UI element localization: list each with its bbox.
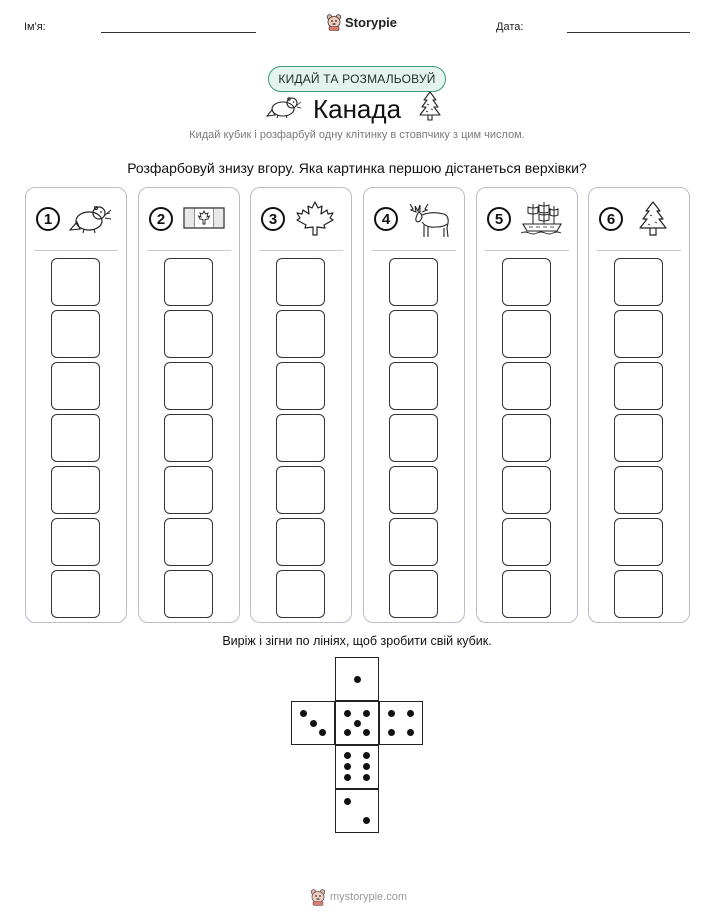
coloring-cell[interactable] [51, 258, 100, 306]
pine-tree-icon [631, 200, 675, 238]
column-1 [25, 187, 127, 623]
beaver-icon [68, 200, 112, 236]
dice-pip [319, 729, 326, 736]
instruction-text: Розфарбовуй знизу вгору. Яка картинка першою дістанеться верхівки? [127, 160, 587, 176]
column-3 [250, 187, 352, 623]
storypie-bear-logo-icon [326, 13, 342, 31]
column-divider [485, 250, 569, 251]
coloring-cell[interactable] [51, 362, 100, 410]
dice-pip [363, 710, 370, 717]
coloring-cell[interactable] [614, 466, 663, 514]
coloring-cell[interactable] [164, 258, 213, 306]
page-title: Канада [312, 94, 402, 124]
coloring-cell[interactable] [389, 414, 438, 462]
coloring-cell[interactable] [389, 362, 438, 410]
column-divider [147, 250, 231, 251]
coloring-cell[interactable] [276, 466, 325, 514]
dice-face [379, 701, 423, 745]
dice-pip [344, 729, 351, 736]
pine-tree-icon [418, 90, 442, 122]
column-divider [259, 250, 343, 251]
coloring-cell[interactable] [51, 518, 100, 566]
coloring-cell[interactable] [51, 466, 100, 514]
coloring-cell[interactable] [502, 414, 551, 462]
coloring-cell[interactable] [614, 518, 663, 566]
dice-pip [354, 720, 361, 727]
dice-pip [363, 763, 370, 770]
dice-pip [310, 720, 317, 727]
dice-pip [300, 710, 307, 717]
storypie-bear-logo-icon [310, 888, 326, 906]
column-header [589, 188, 689, 250]
coloring-cell[interactable] [164, 310, 213, 358]
coloring-cell[interactable] [389, 466, 438, 514]
dice-face [335, 657, 379, 701]
coloring-cell[interactable] [389, 570, 438, 618]
maple-leaf-icon [293, 200, 337, 236]
column-4 [363, 187, 465, 623]
dice-pip [388, 710, 395, 717]
date-label: Дата: [496, 21, 524, 33]
coloring-cell[interactable] [502, 310, 551, 358]
dice-face [335, 701, 379, 745]
column-number: 3 [261, 207, 285, 231]
dice-pip [344, 798, 351, 805]
sailing-ship-icon [519, 200, 565, 236]
dice-pip [363, 729, 370, 736]
column-6 [588, 187, 690, 623]
column-2 [138, 187, 240, 623]
name-line[interactable] [101, 32, 256, 33]
column-number: 6 [599, 207, 623, 231]
subtitle: Кидай кубик і розфарбуй одну клітинку в стовпчику з цим числом. [189, 129, 525, 141]
dice-face [291, 701, 335, 745]
coloring-cell[interactable] [164, 570, 213, 618]
canada-flag-icon [181, 200, 225, 236]
column-divider [372, 250, 456, 251]
coloring-cell[interactable] [614, 362, 663, 410]
column-divider [34, 250, 118, 251]
column-number: 1 [36, 207, 60, 231]
column-number: 5 [487, 207, 511, 231]
brand-name: Storypie [345, 14, 398, 30]
dice-pip [344, 752, 351, 759]
coloring-cell[interactable] [276, 258, 325, 306]
coloring-cell[interactable] [276, 310, 325, 358]
coloring-cell[interactable] [389, 258, 438, 306]
coloring-cell[interactable] [502, 362, 551, 410]
brand-logo [326, 12, 397, 32]
dice-face [335, 789, 379, 833]
footer-url: mystorypie.com [330, 891, 408, 903]
coloring-cell[interactable] [614, 258, 663, 306]
coloring-cell[interactable] [276, 362, 325, 410]
dice-pip [363, 774, 370, 781]
coloring-cell[interactable] [614, 310, 663, 358]
coloring-cell[interactable] [502, 518, 551, 566]
coloring-cell[interactable] [51, 414, 100, 462]
column-header [26, 188, 126, 250]
column-header [139, 188, 239, 250]
column-5 [476, 187, 578, 623]
column-header [251, 188, 351, 250]
column-divider [597, 250, 681, 251]
dice-pip [407, 729, 414, 736]
coloring-cell[interactable] [164, 466, 213, 514]
dice-pip [344, 710, 351, 717]
coloring-cell[interactable] [164, 414, 213, 462]
dice-pip [407, 710, 414, 717]
dice-face [335, 745, 379, 789]
dice-pip [363, 752, 370, 759]
activity-pill: КИДАЙ ТА РОЗМАЛЬОВУЙ [268, 66, 446, 92]
coloring-cell[interactable] [502, 570, 551, 618]
coloring-cell[interactable] [51, 310, 100, 358]
coloring-cell[interactable] [502, 466, 551, 514]
footer [310, 887, 407, 907]
date-line[interactable] [567, 32, 690, 33]
dice-pip [388, 729, 395, 736]
coloring-cell[interactable] [276, 570, 325, 618]
dice-pip [354, 676, 361, 683]
coloring-cell[interactable] [614, 414, 663, 462]
name-label: Ім'я: [24, 21, 46, 33]
column-header [477, 188, 577, 250]
column-number: 2 [149, 207, 173, 231]
coloring-cell[interactable] [389, 518, 438, 566]
coloring-cell[interactable] [502, 258, 551, 306]
coloring-cell[interactable] [51, 570, 100, 618]
cut-instruction: Виріж і зігни по лініях, щоб зробити свій кубик. [222, 634, 492, 648]
moose-icon [406, 200, 452, 240]
coloring-cell[interactable] [164, 362, 213, 410]
coloring-cell[interactable] [164, 518, 213, 566]
dice-pip [344, 774, 351, 781]
column-number: 4 [374, 207, 398, 231]
coloring-cell[interactable] [614, 570, 663, 618]
coloring-cell[interactable] [276, 518, 325, 566]
coloring-cell[interactable] [276, 414, 325, 462]
dice-pip [363, 817, 370, 824]
coloring-cell[interactable] [389, 310, 438, 358]
dice-pip [344, 763, 351, 770]
column-header [364, 188, 464, 250]
